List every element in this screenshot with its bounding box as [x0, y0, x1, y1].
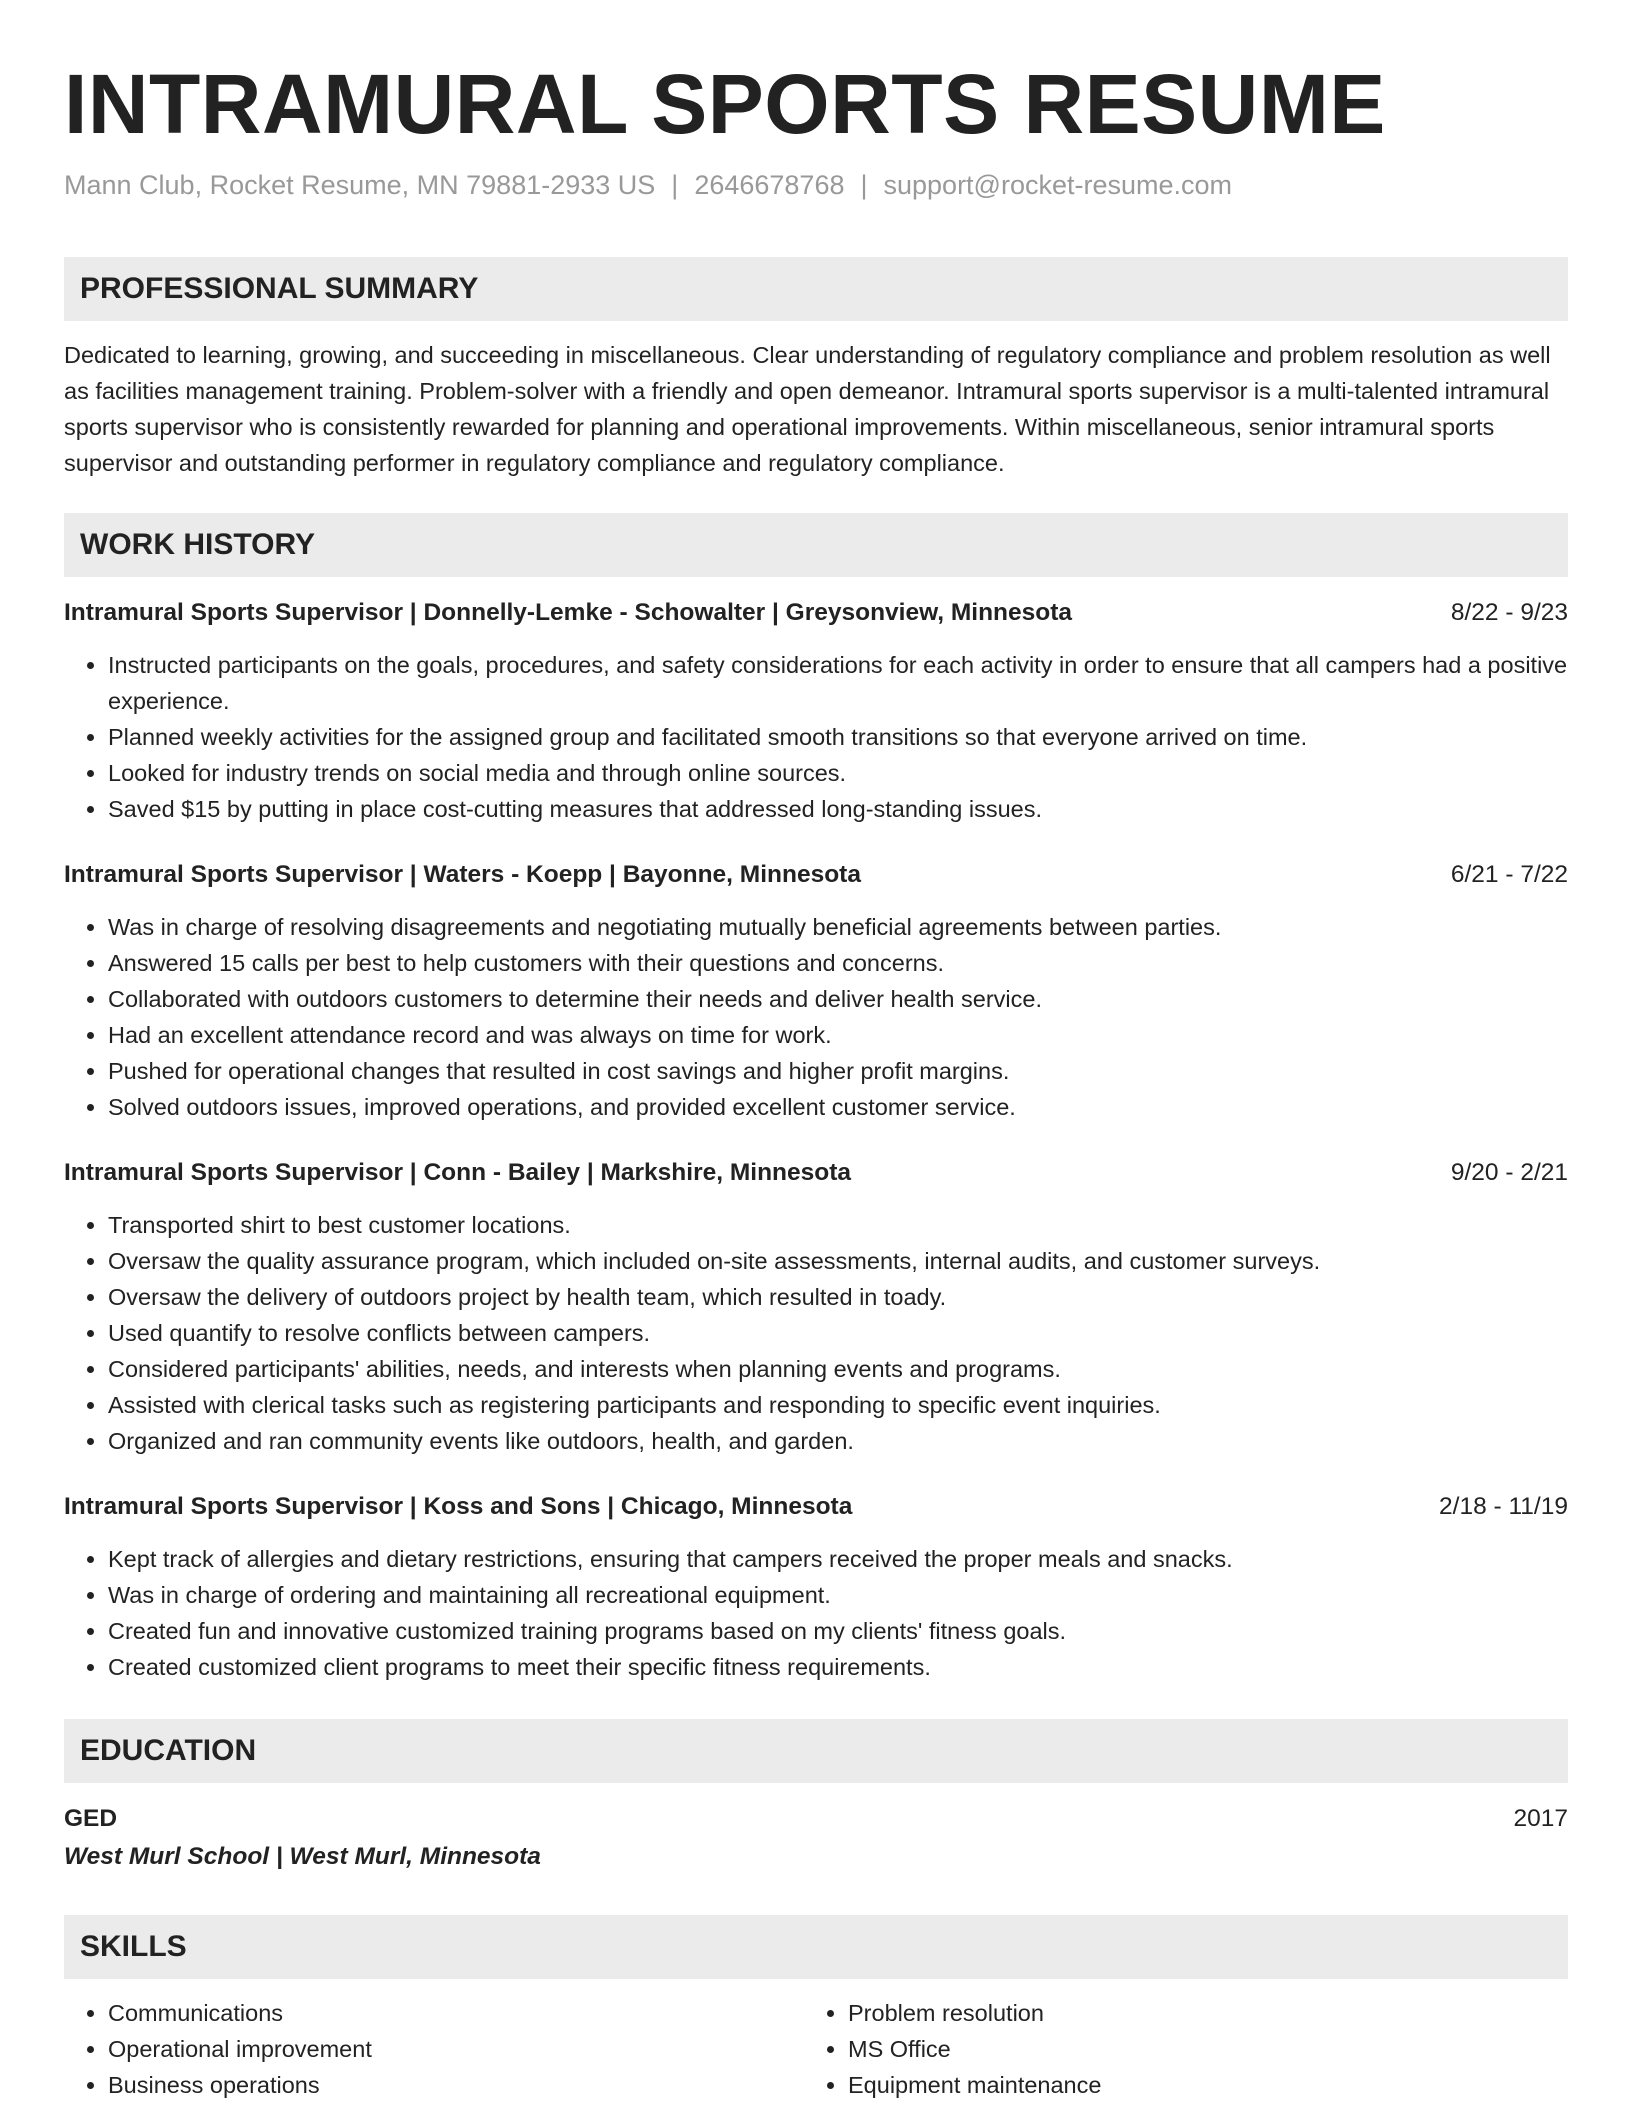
- job-bullets: [64, 647, 1568, 827]
- job-bullets: [64, 1207, 1568, 1459]
- resume-header: [64, 58, 1568, 203]
- job-bullet: • Answered 15 calls per best to help customers with their questions and concerns.: [108, 945, 1568, 981]
- job-bullet: • Organized and ran community events like outdoors, health, and garden.: [108, 1423, 1568, 1459]
- job-header: [64, 1489, 1568, 1525]
- job-bullet: • Was in charge of resolving disagreements and negotiating mutually beneficial agreements between parties.: [108, 909, 1568, 945]
- job-entry: [64, 1155, 1568, 1459]
- job-bullet: • Instructed participants on the goals, procedures, and safety considerations for each activity in order to ensure that all campers had a positive experience.: [108, 647, 1568, 719]
- job-dates: 6/21 - 7/22: [1450, 861, 1568, 889]
- resume-title: INTRAMURAL SPORTS RESUME: [64, 57, 1386, 151]
- job-title: Intramural Sports Supervisor | Koss and Sons | Chicago, Minnesota: [64, 1493, 853, 1521]
- contact-separator: |: [671, 170, 679, 201]
- job-bullets: [64, 909, 1568, 1125]
- skills-section: [64, 1915, 1568, 2103]
- contact-phone: 2646678768: [694, 170, 845, 201]
- education-school: West Murl School | West Murl, Minnesota: [64, 1843, 541, 1871]
- contact-address: Mann Club, Rocket Resume, MN 79881-2933 US: [64, 170, 656, 201]
- skill-item: • Communications: [108, 1995, 804, 2031]
- job-entry: [64, 595, 1568, 827]
- job-bullet: • Kept track of allergies and dietary restrictions, ensuring that campers received the proper meals and snacks.: [108, 1541, 1568, 1577]
- job-bullet: • Looked for industry trends on social media and through online sources.: [108, 755, 1568, 791]
- job-dates: 8/22 - 9/23: [1450, 599, 1568, 627]
- skills-grid: [64, 1995, 1568, 2103]
- job-bullet: • Used quantify to resolve conflicts between campers.: [108, 1315, 1568, 1351]
- job-bullet: • Oversaw the quality assurance program, which included on-site assessments, internal audits, and customer surveys.: [108, 1243, 1568, 1279]
- job-bullet: • Pushed for operational changes that resulted in cost savings and higher profit margins.: [108, 1053, 1568, 1089]
- skill-item: • MS Office: [848, 2031, 1544, 2067]
- job-entry: [64, 857, 1568, 1125]
- job-header: [64, 1155, 1568, 1191]
- skill-item: • Problem resolution: [848, 1995, 1544, 2031]
- job-bullet: • Considered participants' abilities, needs, and interests when planning events and programs.: [108, 1351, 1568, 1387]
- education-year: 2017: [1513, 1805, 1568, 1833]
- job-bullet: • Was in charge of ordering and maintaining all recreational equipment.: [108, 1577, 1568, 1613]
- job-bullet: • Oversaw the delivery of outdoors project by health team, which resulted in toady.: [108, 1279, 1568, 1315]
- summary-text: Dedicated to learning, growing, and succeeding in miscellaneous. Clear understanding of regulatory compliance and problem resolution as well as facilities management training. Problem-solver with a friendly and open demeanor. Intramural sports supervisor is a multi-talented intramural sports supervisor who is consistently rewarded for planning and operational improvements. Within miscellaneous, senior intramural sports supervisor and outstanding performer in regulatory compliance and regulatory compliance.: [64, 342, 1551, 477]
- job-bullets: [64, 1541, 1568, 1685]
- job-bullet: • Created fun and innovative customized training programs based on my clients' fitness goals.: [108, 1613, 1568, 1649]
- summary-heading: PROFESSIONAL SUMMARY: [64, 257, 1568, 321]
- skill-item: • Business operations: [108, 2067, 804, 2103]
- contact-separator: |: [860, 170, 868, 201]
- job-title: Intramural Sports Supervisor | Conn - Bailey | Markshire, Minnesota: [64, 1159, 852, 1187]
- skills-heading: SKILLS: [64, 1915, 1568, 1979]
- work-history-section: [64, 513, 1568, 1685]
- job-bullet: • Had an excellent attendance record and was always on time for work.: [108, 1017, 1568, 1053]
- contact-email: support@rocket-resume.com: [883, 170, 1233, 201]
- skill-item: • Equipment maintenance: [848, 2067, 1544, 2103]
- education-row: [64, 1801, 1568, 1837]
- job-entry: [64, 1489, 1568, 1685]
- job-title: Intramural Sports Supervisor | Donnelly-Lemke - Schowalter | Greysonview, Minnesota: [64, 599, 1073, 627]
- skills-column-right: [804, 1995, 1544, 2103]
- skills-column-left: [64, 1995, 804, 2103]
- education-heading: EDUCATION: [64, 1719, 1568, 1783]
- job-header: [64, 857, 1568, 893]
- job-dates: 9/20 - 2/21: [1450, 1159, 1568, 1187]
- work-history-heading: WORK HISTORY: [64, 513, 1568, 577]
- job-bullet: • Collaborated with outdoors customers to determine their needs and deliver health service.: [108, 981, 1568, 1017]
- job-bullet: • Planned weekly activities for the assigned group and facilitated smooth transitions so that everyone arrived on time.: [108, 719, 1568, 755]
- job-bullet: • Solved outdoors issues, improved operations, and provided excellent customer service.: [108, 1089, 1568, 1125]
- skills-list: [804, 1995, 1544, 2103]
- education-degree: GED: [64, 1805, 118, 1833]
- skills-list: [64, 1995, 804, 2103]
- summary-section: [64, 257, 1568, 481]
- skill-item: • Operational improvement: [108, 2031, 804, 2067]
- job-title: Intramural Sports Supervisor | Waters - Koepp | Bayonne, Minnesota: [64, 861, 861, 889]
- job-bullet: • Assisted with clerical tasks such as registering participants and responding to specific event inquiries.: [108, 1387, 1568, 1423]
- job-dates: 2/18 - 11/19: [1439, 1493, 1568, 1521]
- contact-line: [64, 168, 1568, 203]
- job-bullet: • Saved $15 by putting in place cost-cutting measures that addressed long-standing issues.: [108, 791, 1568, 827]
- job-bullet: • Transported shirt to best customer locations.: [108, 1207, 1568, 1243]
- education-section: [64, 1719, 1568, 1875]
- job-bullet: • Created customized client programs to meet their specific fitness requirements.: [108, 1649, 1568, 1685]
- job-header: [64, 595, 1568, 631]
